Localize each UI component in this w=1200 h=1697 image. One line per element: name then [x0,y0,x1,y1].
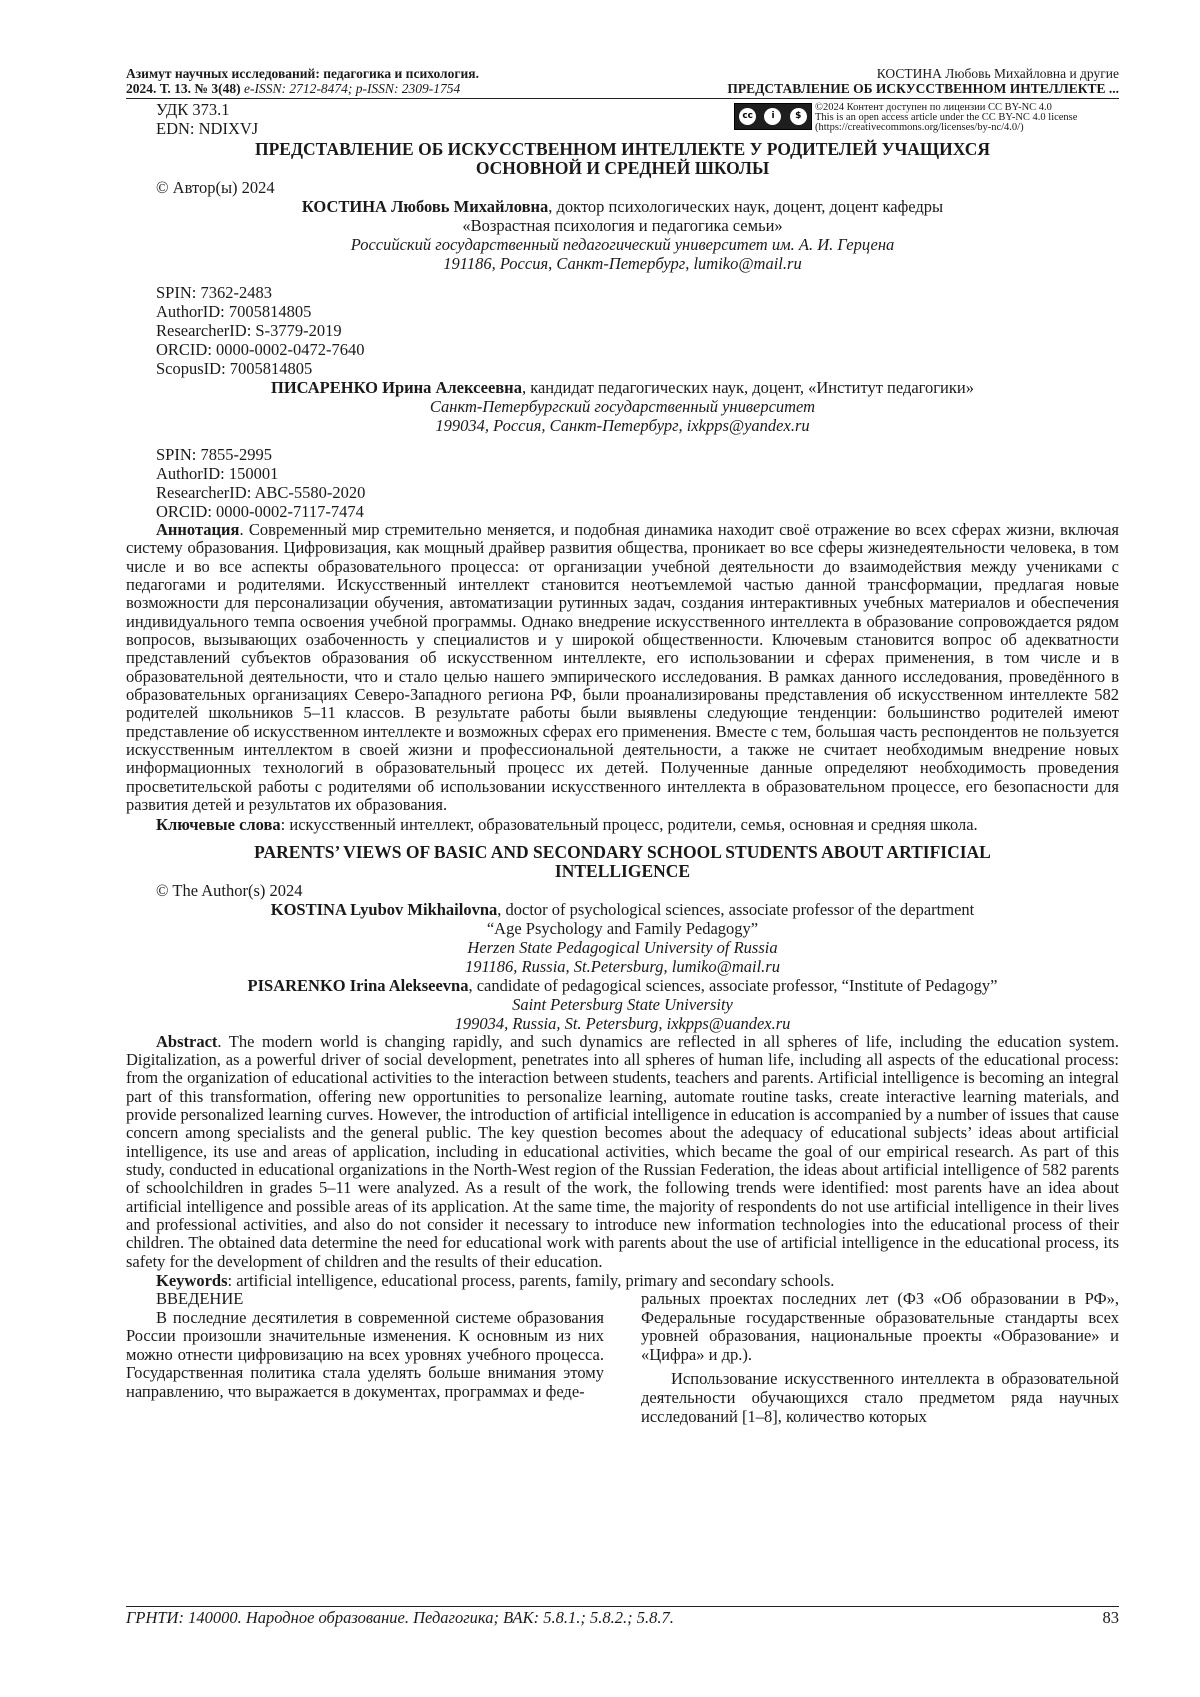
footer-classification: ГРНТИ: 140000. Народное образование. Педагогика; ВАК: 5.8.1.; 5.8.2.; 5.8.7. [126,1608,674,1627]
header-divider [126,98,1119,99]
author-name: KOSTINA Lyubov Mikhailovna [270,899,498,919]
en-author1: KOSTINA Lyubov Mikhailovna, doctor of psychological sciences, associate professor of the department [270,899,975,919]
en-author2: PISARENKO Irina Alekseevna, candidate of pedagogical sciences, associate professor, “Institute of Pedagogy” [247,975,998,995]
ru-author1-affiliation: Российский государственный педагогический университет им. А. И. Герцена [350,235,895,254]
header-short-title: ПРЕДСТАВЛЕНИЕ ОБ ИСКУССТВЕННОМ ИНТЕЛЛЕКТЕ ... [727,81,1119,96]
ru-abstract: Аннотация. Современный мир стремительно меняется, и подобная динамика находит своё отражение во всех сферах жизни, включая систему образования. Цифровизация, как мощный драйвер развития общества, проникает во все сферы жизнедеятельности человека, в том числе и во все аспекты образовательного процесса: от организации учебной деятельности до взаимодействия между учениками с педагогами и родителями. Искусственный интеллект становится неотъемлемой частью данной трансформации, предлагая новые возможности для персонализации обучения, автоматизации рутинных задач, создания интерактивных учебных материалов и обеспечения индивидуального темпа освоения учебной программы. Однако внедрение искусственного интеллекта в образование сопровождается рядом вопросов, вызывающих озабоченность у специалистов и у широкой общественности. Ключевым становится вопрос об адекватности представлений субъектов образования об искусственном интеллекте, его использовании и сферах применения, в том числе и в образовательной деятельности, что и стало целью нашего эмпирического исследования. В рамках данного исследования, проведённого в образовательных организациях Северо-Западного региона РФ, были проанализированы представления об искусственном интеллекте 582 родителей школьников 5–11 классов. В результате работы были выявлены следующие тенденции: большинство родителей имеют представление об искусственном интеллекте и возможных сферах его применения. Вместе с тем, большая часть респондентов не пользуется искусственным интеллектом в своей жизни и профессиональной деятельности, а также не считает необходимым внедрение новых информационных технологий в образовательный процесс их детей. Полученные данные определяют необходимость проведения просветительской работы с родителями об использовании искусственного интеллекта в образовательном процессе, его безопасности для развития детей и результатов их образования. [126,520,1119,815]
ru-author1-address: 191186, Россия, Санкт-Петербург, lumiko@mail.ru [443,254,802,273]
ru-copyright: © Автор(ы) 2024 [156,178,275,197]
ru-title: ПРЕДСТАВЛЕНИЕ ОБ ИСКУССТВЕННОМ ИНТЕЛЛЕКТЕ У РОДИТЕЛЕЙ УЧАЩИХСЯ ОСНОВНОЙ И СРЕДНЕЙ ШКОЛЫ [255,139,990,178]
article-info [727,66,1119,96]
page-number: 83 [1102,1608,1119,1627]
ru-author2: ПИСАРЕНКО Ирина Алексеевна, кандидат педагогических наук, доцент, «Институт педагогики» [271,378,974,397]
header-authors: КОСТИНА Любовь Михайловна и другие [876,66,1119,81]
author-name: ПИСАРЕНКО Ирина Алексеевна [271,378,522,397]
cc-license-badge-icon[interactable]: cc i $ [734,103,812,130]
ru-author1-ids: SPIN: 7362-2483 AuthorID: 7005814805 ResearcherID: S-3779-2019 ORCID: 0000-0002-0472-7640 ScopusID: 7005814805 [156,283,365,378]
section-heading: ВВЕДЕНИЕ [156,1288,244,1308]
en-author1-dept: “Age Psychology and Family Pedagogy” [486,918,759,938]
ru-author2-affiliation: Санкт-Петербургский государственный университет [429,397,816,416]
page-footer [126,1606,1119,1627]
ru-author1: КОСТИНА Любовь Михайловна, доктор психологических наук, доцент, доцент кафедры [301,197,944,216]
journal-volume: 2024. Т. 13. № 3(48) [126,81,241,96]
journal-info [126,66,479,96]
continued-paragraph: ральных проектах последних лет (ФЗ «Об образовании в РФ», Федеральные государственные образовательные стандарты всех уровней образования, национальные проекты «Образование» и «Цифра» и др.). [641,1288,1119,1364]
en-author1-address: 191186, Russia, St.Petersburg, lumiko@mail.ru [465,956,780,976]
ai-paragraph: Использование искусственного интеллекта в образовательной деятельности обучающихся стало предметом ряда научных исследований [1–8], количество которых [641,1369,1119,1426]
article-page [126,66,1119,1426]
en-abstract: Abstract. The modern world is changing rapidly, and such dynamics are reflected in all spheres of life, including the education system. Digitalization, as a powerful driver of social development, penetrates into all spheres of human life, including all aspects of the educational process: from the organization of educational activities to the interaction between students, teachers and parents. Artificial intelligence is becoming an integral part of this transformation, offering new opportunities to personalize learning, automate routine tasks, create interactive learning materials, and provide personalized learning curves. However, the introduction of artificial intelligence in education is accompanied by a number of issues that cause concern among specialists and the general public. The key question becomes about the adequacy of educational subjects’ ideas about artificial intelligence, its use and areas of application, including in educational activities, which became the goal of our empirical research. As part of this study, conducted in educational organizations in the North-West region of the Russian Federation, the ideas about artificial intelligence of 582 parents of schoolchildren in grades 5–11 were analyzed. As a result of the work, the following trends were identified: most parents have an idea about artificial intelligence and possible areas of its application. At the same time, the majority of respondents do not use artificial intelligence in their lives and professional activities, and also do not consider it necessary to introduce new information technologies into the educational process of their children. The obtained data determine the need for educational work with parents about the use of artificial intelligence in the educational process, its safety for the development of children and the results of their education. [126,1031,1119,1271]
edn-code: EDN: NDIXVJ [156,119,259,138]
ru-keywords: Ключевые слова: искусственный интеллект, образовательный процесс, родители, семья, основная и средняя школа. [156,814,978,834]
ru-author1-dept: «Возрастная психология и педагогика семьи» [462,216,783,235]
udk-code: УДК 373.1 [156,100,230,119]
en-keywords: Keywords: artificial intelligence, educational process, parents, family, primary and secondary schools. [156,1270,835,1290]
en-author2-affiliation: Saint Petersburg State University [512,994,733,1014]
journal-issn: e-ISSN: 2712-8474; p-ISSN: 2309-1754 [243,81,461,96]
intro-paragraph: В последние десятилетия в современной системе образования России произошли значительные изменения. К основным из них можно отнести цифровизацию на всех уровнях учебного процесса. Государственная политика стала уделять больше внимания этому направлению, что выражается в документах, программах и феде- [126,1307,604,1401]
article-meta [156,100,1119,138]
en-title: PARENTS’ VIEWS OF BASIC AND SECONDARY SCHOOL STUDENTS ABOUT ARTIFICIAL INTELLIGENCE [254,841,991,881]
en-copyright: © The Author(s) 2024 [156,880,303,900]
running-header [126,66,1119,96]
journal-title: Азимут научных исследований: педагогика и психология. [126,66,479,81]
license-block [734,103,1085,133]
author-name: PISARENKO Irina Alekseevna [247,975,469,995]
ru-author2-address: 199034, Россия, Санкт-Петербург, ixkpps@yandex.ru [435,416,810,435]
ru-author2-ids: SPIN: 7855-2995 AuthorID: 150001 ResearcherID: ABC-5580-2020 ORCID: 0000-0002-7117-7474 [156,445,366,521]
license-text: ©2024 Контент доступен по лицензии CC BY-NC 4.0 This is an open access article under the CC BY-NC 4.0 license (https://creativecommons.org/licenses/by-nc/4.0/) [815,103,1085,133]
en-author1-affiliation: Herzen State Pedagogical University of Russia [467,937,778,957]
license-link[interactable]: (https://creativecommons.org/licenses/by-nc/4.0/) [815,122,1024,133]
body-columns [126,1290,1119,1426]
en-author2-address: 199034, Russia, St. Petersburg, ixkpps@uandex.ru [454,1013,791,1033]
left-column [126,1290,604,1426]
author-name: КОСТИНА Любовь Михайловна [301,197,549,216]
right-column [641,1290,1119,1426]
